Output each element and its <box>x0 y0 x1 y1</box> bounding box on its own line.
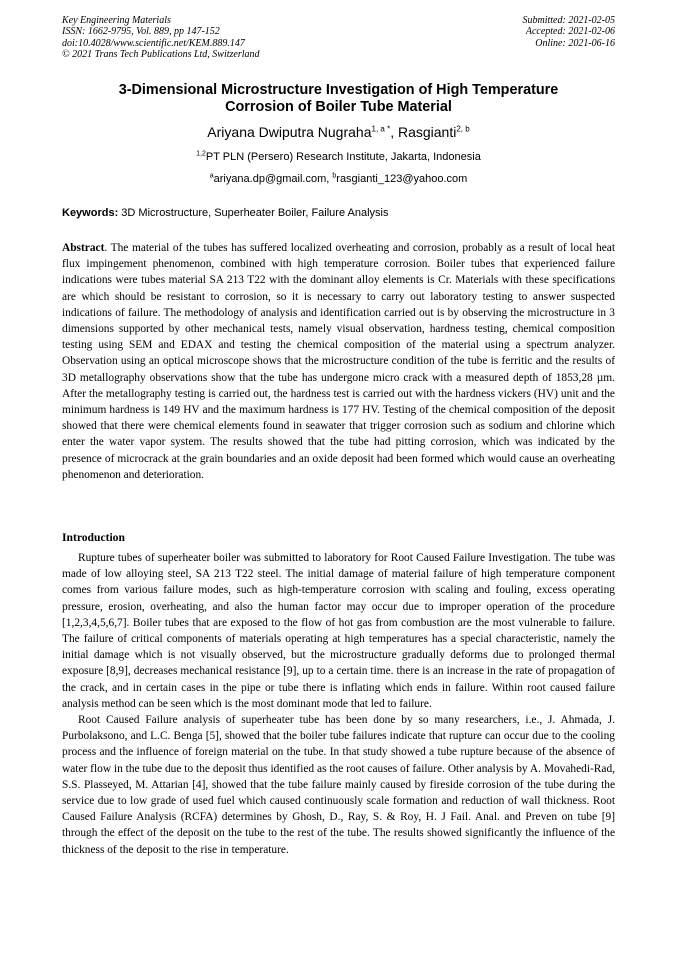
abstract-text: . The material of the tubes has suffered localized overheating and corrosion, probably as a result of local heat flux impingement phenomenon, combined with high temperature corrosion. Boiler tubes that experienced failure indications were tubes material SA 213 T22 with the dominant alloy elements is Cr. Materials with these specifications are which should be resistant to corrosion, so it is necessary to carry out laboratory testing to answer suspected indications of failure. The methodology of analysis and identification carried out is by observing the microstructure in 3 dimensions supported by other mechanical tests, namely visual observation, hardness testing, chemical composition testing using SEM and EDAX and testing the chemical composition of the material using a spectrum analyzer. Observation using an optical microscope shows that the microstructure condition of the tube is ferritic and the results of 3D metallography observations show that the tube has undergone micro crack with a measured depth of 1853,28 µm. After the metallography testing is carried out, the hardness test is carried out with the hardness vickers (HV) unit and the minimum hardness is 149 HV and the maximum hardness is 177 HV. Testing of the chemical composition of the deposit showed that there were chemical elements found in seawater that trigger corrosion such as sodium and chlorine which enter the water vapor system. The results showed that the tube had pitting corrosion, which was indicated by the presence of microcrack at the grain boundaries and an oxide deposit had been formed which would cause an overheating phenomenon and deterioration. <box>62 242 615 481</box>
introduction-paragraph-1: Rupture tubes of superheater boiler was submitted to laboratory for Root Caused Failure Investigation. The tube was made of low alloying steel, SA 213 T22 steel. The initial damage of material failure of high temperature component comes from various failure modes, such as high-temperature corrosion with scaling and fouling, excess operating pressure, erosion, overheating, and also the human factor may occur due to improper operation of the procedure [1,2,3,4,5,6,7]. Boiler tubes that are exposed to the flow of hot gas from combustion are the most vulnerable to failure. The failure of critical components of materials operating at high temperatures has a special characteristic, namely the initial damage which is not visually observed, but the microstructure gradually deforms due to prolonged thermal exposure [8,9], decreases mechanical resistance [9], up to a certain time. there is an increase in the rate of propagation of the crack, and in certain cases in the pipe or tube there is inflating which ends in failure. Within root caused failure analysis method can be seen which is the most dominant mode that led to failure. <box>62 552 615 710</box>
abstract <box>62 240 615 483</box>
author-emails <box>62 173 615 186</box>
online-date: Online: 2021-06-16 <box>535 37 615 49</box>
accepted-date: Accepted: 2021-02-06 <box>525 26 615 38</box>
email-b-mark: b <box>332 172 337 180</box>
submitted-date: Submitted: 2021-02-05 <box>522 15 615 26</box>
introduction-body <box>62 550 615 858</box>
email-a[interactable]: ariyana.dp@gmail.com, <box>213 173 333 185</box>
author-1-affiliation-mark: 1, a * <box>371 124 391 134</box>
affiliation-mark: 1,2 <box>196 150 206 158</box>
keywords <box>62 207 615 220</box>
abstract-label: Abstract <box>62 242 105 254</box>
issn-line: ISSN: 1662-9795, Vol. 889, pp 147-152 <box>62 26 220 38</box>
introduction-paragraph-2: Root Caused Failure analysis of superheater tube has been done by so many researchers, i.e., J. Ahmada, J. Purbolaksono, and L.C. Benga [5], showed that the boiler tube failures indicate that rupture can occur due to the cooling process and the influence of foreign material on the tube. In that study showed a tube rupture because of the absence of water flow in the tube due to the deposit thus identified as the root causes of failure. Other analysis by A. Movahedi-Rad, S.S. Plasseyed, M. Attarian [4], showed that the tube failure mainly caused by fireside corrosion of the tube during the service due to low grade of used fuel which caused continuously scale formation and reduction of wall thickness. Root Caused Failure Analysis (RCFA) determines by Ghosh, D., Ray, S. & Roy, H. J Fail. Anal. and Preven on tube [9] through the effect of the deposit on the tube to the rest of the tube. The results showed significantly the influence of the thickness of the deposit to the rise in temperature. <box>62 714 615 856</box>
email-b[interactable]: rasgianti_123@yahoo.com <box>336 173 468 185</box>
journal-name: Key Engineering Materials <box>62 15 171 26</box>
affiliation <box>62 151 615 164</box>
author-list <box>62 124 615 141</box>
author-1: Ariyana Dwiputra Nugraha <box>207 124 372 140</box>
introduction-heading: Introduction <box>62 531 125 544</box>
dates-meta <box>523 15 616 49</box>
paper-title <box>62 82 615 116</box>
title-line-2: Corrosion of Boiler Tube Material <box>225 99 452 115</box>
affiliation-text: PT PLN (Persero) Research Institute, Jakarta, Indonesia <box>205 151 481 163</box>
author-2-affiliation-mark: 2, b <box>456 124 470 134</box>
doi-line: doi:10.4028/www.scientific.net/KEM.889.147 <box>62 37 245 49</box>
title-line-1: 3-Dimensional Microstructure Investigation of High Temperature <box>118 82 559 98</box>
author-separator: , <box>390 124 398 140</box>
keywords-label: Keywords: <box>62 207 119 219</box>
email-a-mark: a <box>209 172 214 180</box>
copyright-line: © 2021 Trans Tech Publications Ltd, Switzerland <box>62 48 260 60</box>
author-2: Rasgianti <box>397 124 457 140</box>
keywords-text: 3D Microstructure, Superheater Boiler, Failure Analysis <box>118 207 389 219</box>
journal-meta <box>62 15 260 60</box>
